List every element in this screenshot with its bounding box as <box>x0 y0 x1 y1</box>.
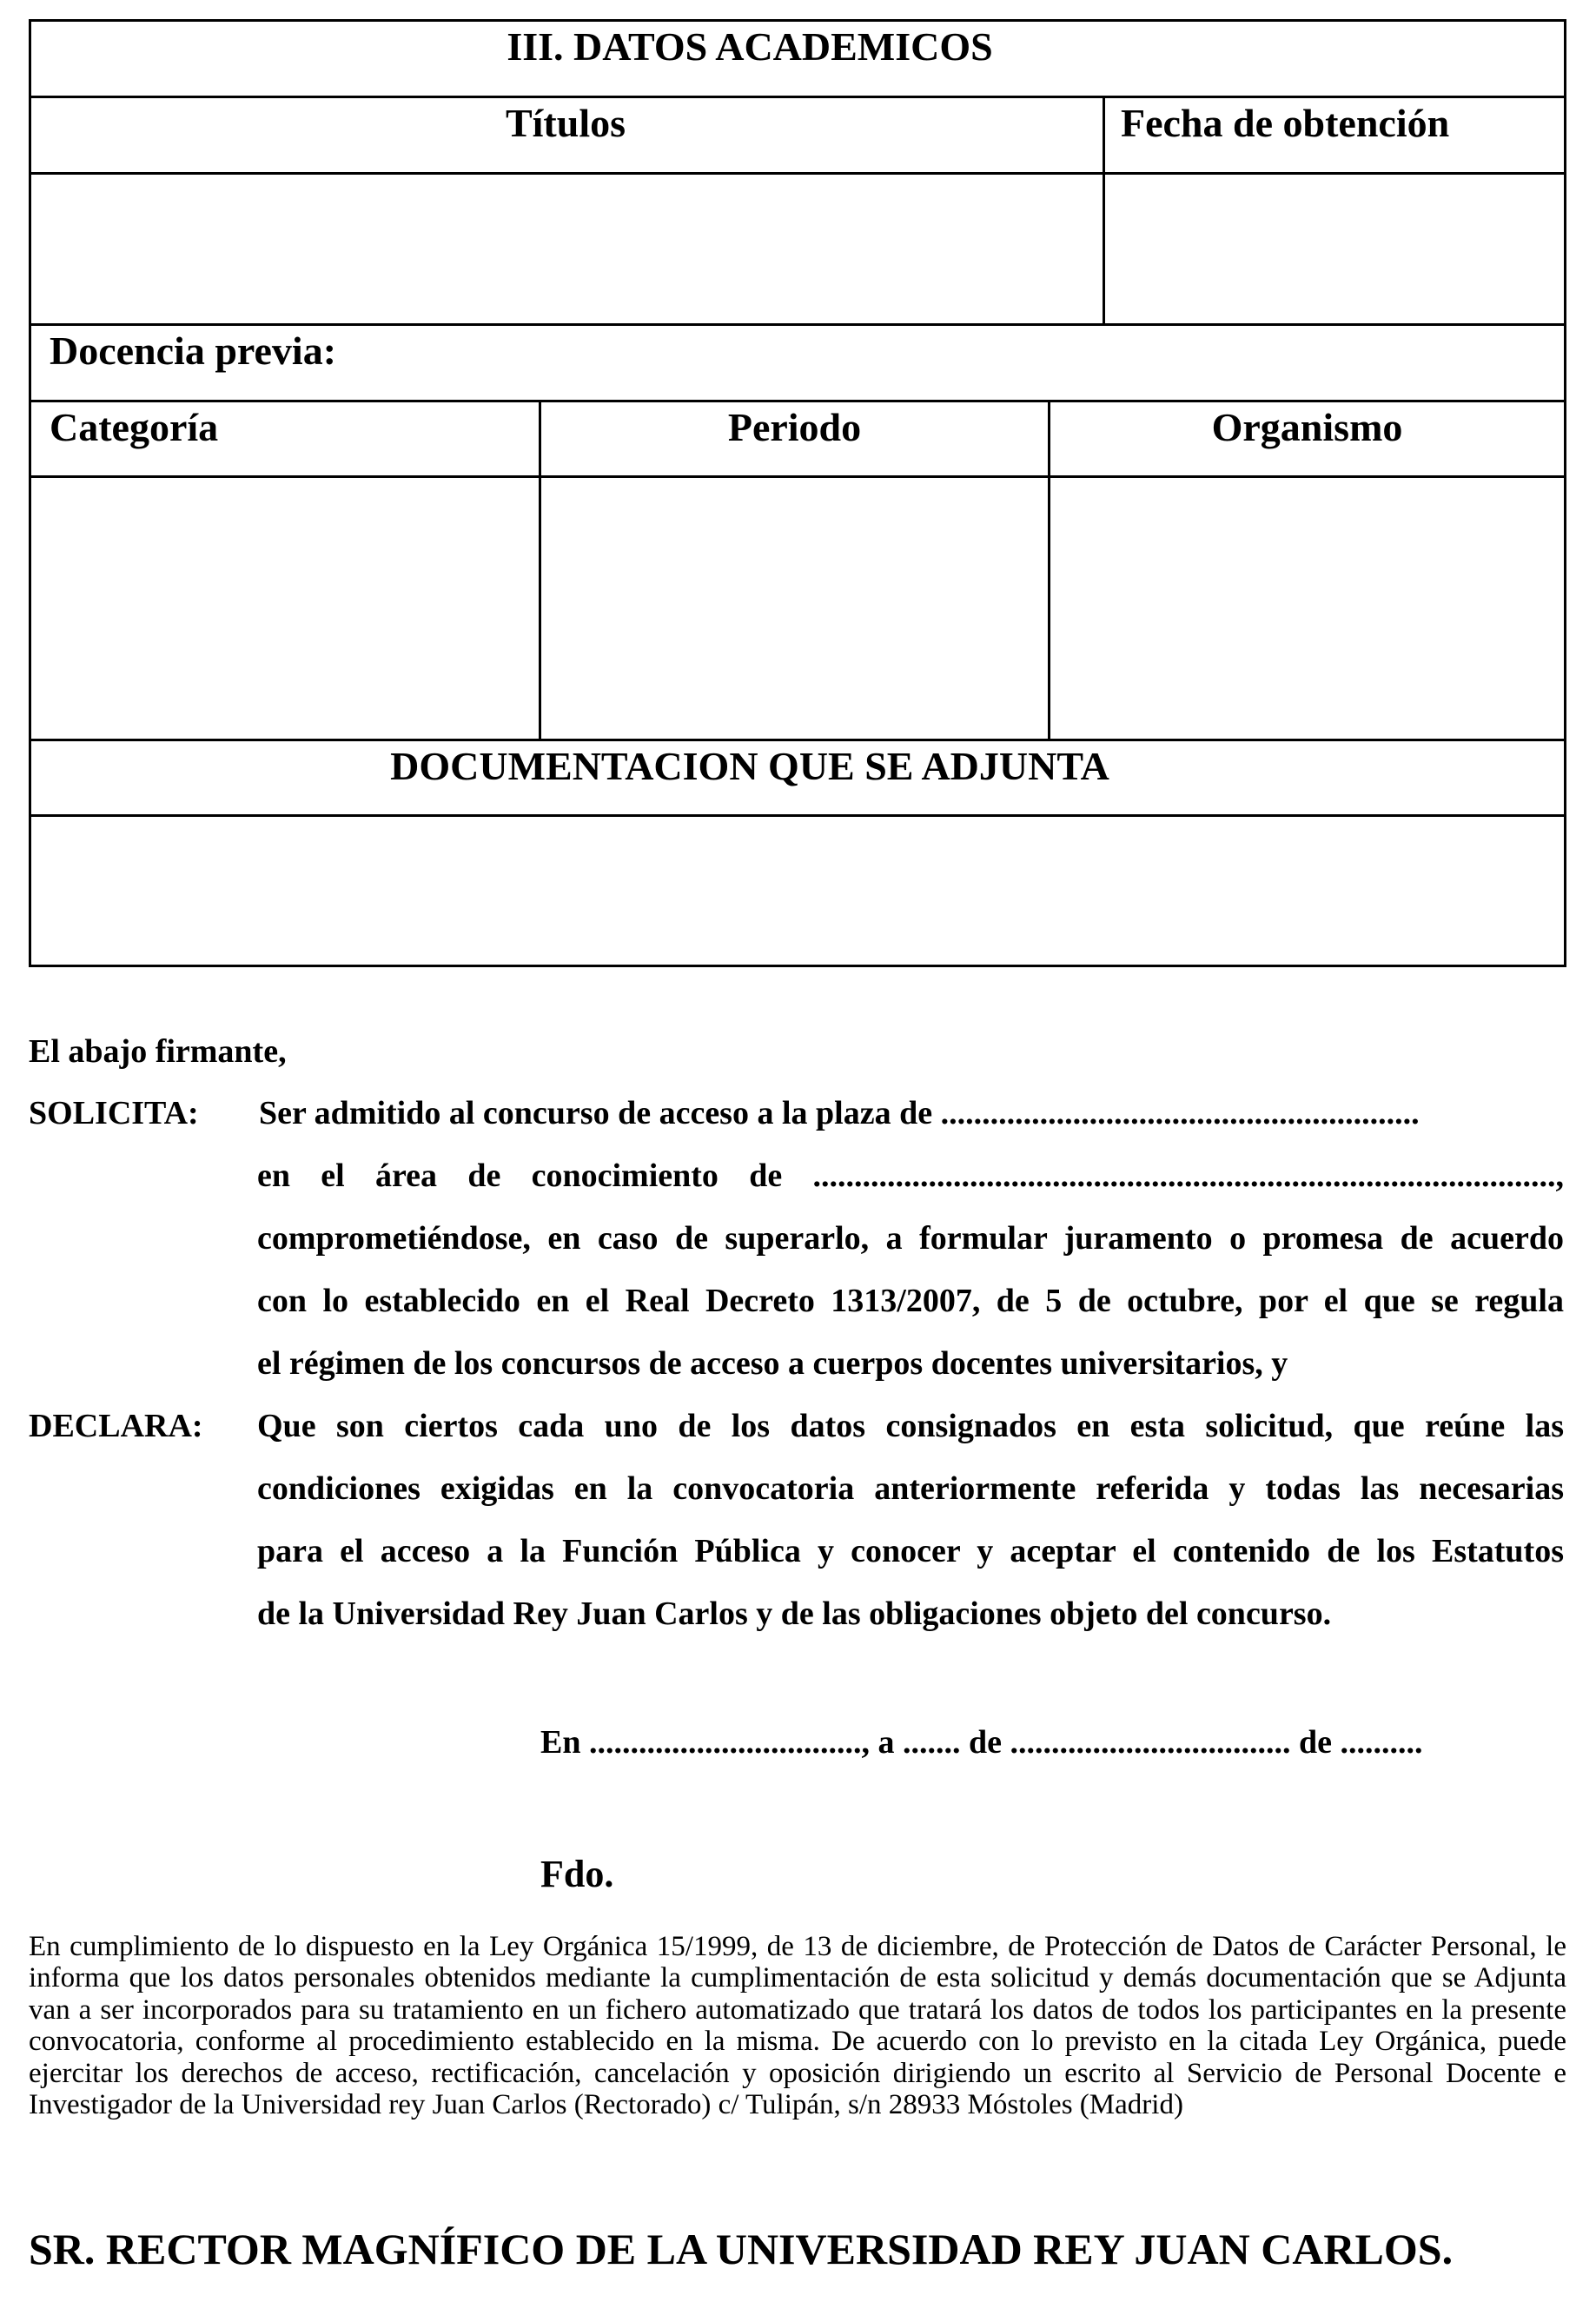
documentacion-field[interactable] <box>31 817 1564 965</box>
solicita-line: el régimen de los concursos de acceso a cuerpos docentes universitarios, y <box>257 1345 1288 1382</box>
table-rule <box>29 323 1566 326</box>
solicita-line: Ser admitido al concurso de acceso a la plaza de .......................................................... <box>259 1095 1420 1131</box>
header-periodo: Periodo <box>727 405 862 449</box>
solicita-label: SOLICITA: <box>29 1095 199 1131</box>
table-border-right <box>1564 19 1566 967</box>
solicita-line: con lo establecido en el Real Decreto 1313/2007, de 5 de octubre, por el que se regula <box>257 1283 1564 1319</box>
titulos-field[interactable] <box>31 175 1103 323</box>
header-fecha-obtencion: Fecha de obtención <box>1121 101 1450 145</box>
table-column-divider <box>1103 96 1105 175</box>
table-border-top <box>29 19 1566 22</box>
fecha-obtencion-field[interactable] <box>1105 175 1596 323</box>
declara-line: Que son ciertos cada uno de los datos consignados en esta solicitud, que reúne las <box>257 1408 1564 1444</box>
solicita-line: en el área de conocimiento de .........................................................................................., <box>257 1158 1564 1194</box>
organismo-field[interactable] <box>1050 478 1564 739</box>
declara-line: condiciones exigidas en la convocatoria anteriormente referida y todas las necesarias <box>257 1470 1564 1507</box>
docencia-previa-label: Docencia previa: <box>50 328 337 373</box>
table-rule <box>29 739 1566 741</box>
solicita-line: comprometiéndose, en caso de superarlo, a formular juramento o promesa de acuerdo <box>257 1220 1564 1257</box>
table-rule <box>29 96 1566 98</box>
declara-line: para el acceso a la Función Pública y conocer y aceptar el contenido de los Estatutos <box>257 1533 1564 1569</box>
periodo-field[interactable] <box>541 478 1048 739</box>
intro-text: El abajo firmante, <box>29 1033 287 1070</box>
section-title: III. DATOS ACADEMICOS <box>507 24 993 69</box>
header-organismo: Organismo <box>1211 405 1403 449</box>
declara-label: DECLARA: <box>29 1408 203 1444</box>
signature-label: Fdo. <box>540 1853 614 1895</box>
header-titulos: Títulos <box>505 101 626 145</box>
declara-line: de la Universidad Rey Juan Carlos y de las obligaciones objeto del concurso. <box>257 1595 1332 1632</box>
place-date-line: En ................................., a ....... de .................................. de .......... <box>540 1724 1423 1761</box>
categoria-field[interactable] <box>31 478 539 739</box>
table-rule <box>29 400 1566 402</box>
addressee: SR. RECTOR MAGNÍFICO DE LA UNIVERSIDAD REY JUAN CARLOS. <box>29 2225 1454 2273</box>
header-categoria: Categoría <box>50 405 219 449</box>
documentacion-title: DOCUMENTACION QUE SE ADJUNTA <box>390 744 1109 788</box>
table-border-bottom <box>29 965 1566 967</box>
data-protection-notice: En cumplimiento de lo dispuesto en la Ley Orgánica 15/1999, de 13 de diciembre, de Protección de Datos de Carácter Personal, le informa que los datos personales obtenidos mediante la cumplimentación de esta solicitud y demás documentación que se Adjunta van a ser incorporados para su tratamiento en un fichero automatizado que tratará los datos de todos los participantes en la presente convocatoria, conforme al procedimiento establecido en la misma. De acuerdo con lo previsto en la citada Ley Orgánica, puede ejercitar los derechos de acceso, rectificación, cancelación y oposición dirigiendo un escrito al Servicio de Personal Docente e Investigador de la Universidad rey Juan Carlos (Rectorado) c/ Tulipán, s/n 28933 Móstoles (Madrid) <box>29 1931 1566 2121</box>
